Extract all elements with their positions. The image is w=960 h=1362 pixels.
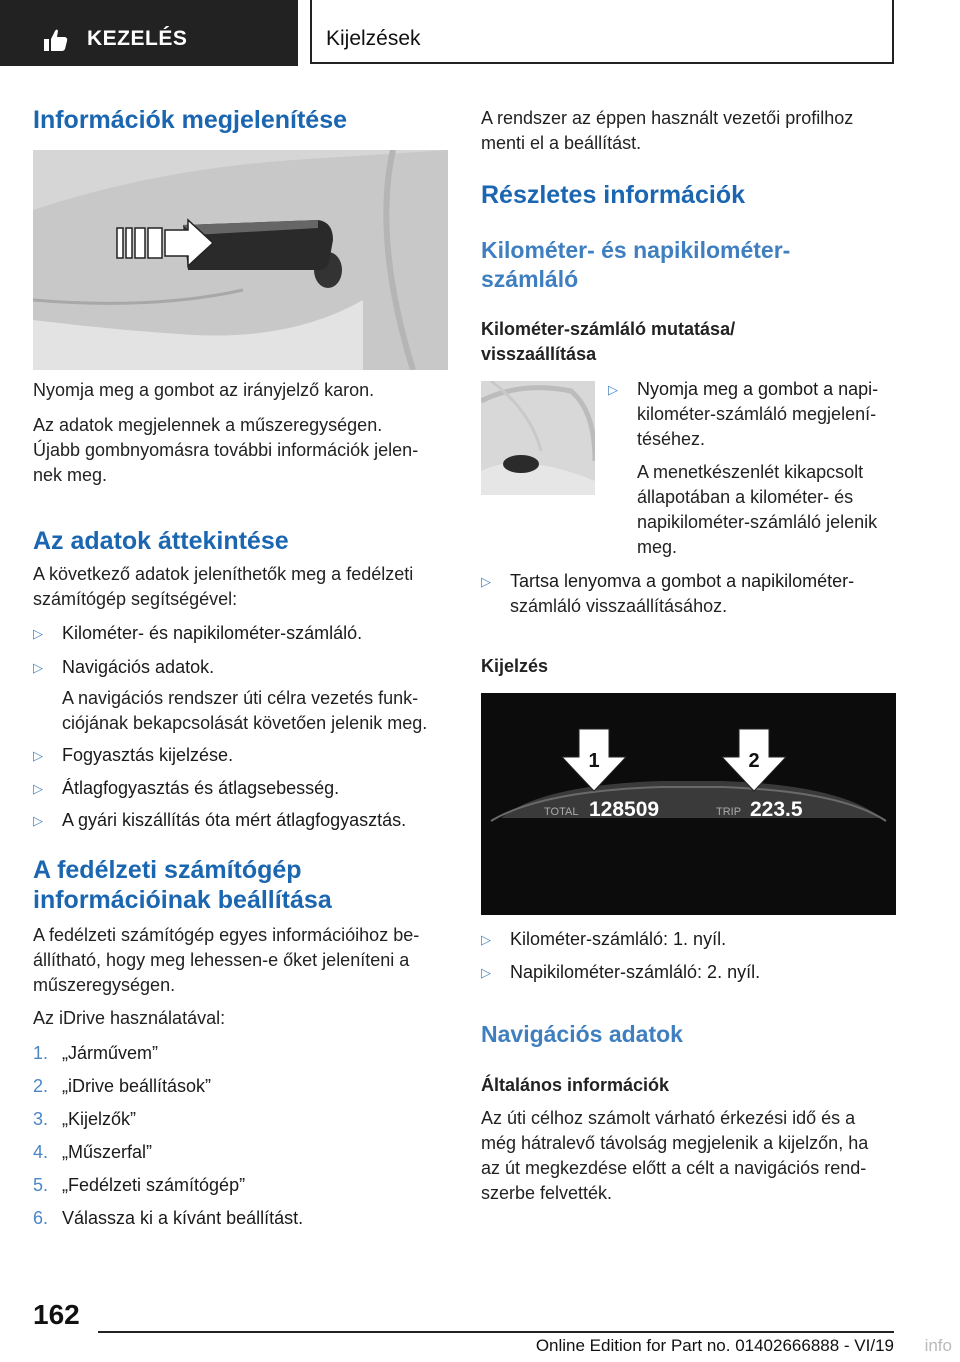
chapter-title: Kijelzések [326,27,421,50]
heading-show-reset: Kilométer-számláló mutatása/ [481,319,736,339]
para-settings-line: műszeregységen. [33,975,176,995]
triangle-bullet-icon: ▷ [33,748,43,763]
triangle-bullet-icon: ▷ [481,932,491,947]
list-item-text-cont: téséhez. [637,429,706,449]
heading-odometer-cont: számláló [481,266,579,292]
list-item-text: Átlagfogyasztás és átlagsebesség. [62,778,340,798]
triangle-bullet-icon: ▷ [33,781,43,796]
turn-signal-lever-image [33,150,448,370]
trip-label: TRIP [716,806,742,818]
watermark: info [924,1336,952,1355]
para-data-line: Az adatok megjelennek a műszeregységen. [33,415,383,435]
para-overview-line: számítógép segítségével: [33,589,238,609]
list-subtext: állapotában a kilométer- és [637,487,854,507]
step-text: „Fedélzeti számítógép” [62,1175,246,1195]
hand-pointer-icon [40,27,70,53]
list-item-text-cont: kilométer-számláló megjelení- [637,404,877,424]
triangle-bullet-icon: ▷ [608,382,618,397]
step-item [33,1107,448,1132]
list-item-text: Kilométer-számláló: 1. nyíl. [510,929,727,949]
para-data-line: nek meg. [33,465,108,485]
list-item [481,960,896,985]
list-item [33,776,448,801]
list-item [481,569,896,594]
para-intro-line: menti el a beállítást. [481,133,642,153]
list-item [33,808,448,833]
para-nav-line: szerbe felvették. [481,1183,613,1203]
triangle-bullet-icon: ▷ [33,626,43,641]
section-title: KEZELÉS [87,27,188,50]
list-item [481,927,896,952]
heading-info: Információk megjelenítése [33,106,348,134]
list-subtext: A navigációs rendszer úti célra vezetés funk- [62,688,419,708]
heading-settings: A fedélzeti számítógép [33,856,302,884]
list-item-text: Fogyasztás kijelzése. [62,745,234,765]
list-item-text: Tartsa lenyomva a gombot a napikilométer- [510,571,855,591]
step-number: 6. [33,1208,49,1228]
list-item [33,621,448,646]
step-text: „Kijelzők” [62,1109,137,1129]
list-subtext: A menetkészenlét kikapcsolt [637,462,864,482]
para-overview-line: A következő adatok jeleníthetők meg a fedélzeti [33,564,414,584]
list-item-text: Napikilométer-számláló: 2. nyíl. [510,962,761,982]
footer-rule [98,1331,894,1333]
heading-show-reset-cont: visszaállítása [481,344,597,364]
list-item-text: A gyári kiszállítás óta mért átlagfogyasztás. [62,810,407,830]
step-text: „Járművem” [62,1043,159,1063]
list-subtext: ciójának bekapcsolását követően jelenik meg. [62,713,428,733]
step-item [33,1173,448,1198]
para-nav-line: az út megkezdése előtt a célt a navigációs rend- [481,1158,867,1178]
triangle-bullet-icon: ▷ [481,574,491,589]
list-subtext: napikilométer-számláló jelenik [637,512,878,532]
step-item [33,1041,448,1066]
step-number: 4. [33,1142,49,1162]
step-item [33,1206,448,1231]
step-text: „Műszerfal” [62,1142,153,1162]
heading-details: Részletes információk [481,181,745,209]
triangle-bullet-icon: ▷ [33,660,43,675]
list-item-text: Navigációs adatok. [62,657,215,677]
para-data-line: Újabb gombnyomásra további információk jelen- [33,440,419,460]
heading-navigation: Navigációs adatok [481,1021,683,1047]
arrow-2-label: 2 [748,750,760,772]
step-text: Válassza ki a kívánt beállítást. [62,1208,304,1228]
list-item-text: Kilométer- és napikilométer-számláló. [62,623,363,643]
para-settings-line: állítható, hogy meg lehessen-e őket jeleníteni a [33,950,410,970]
list-item-text: Nyomja meg a gombot a napi- [637,379,879,399]
para-press-button: Nyomja meg a gombot az irányjelző karon. [33,380,375,400]
heading-display: Kijelzés [481,656,549,676]
triangle-bullet-icon: ▷ [33,813,43,828]
step-number: 5. [33,1175,49,1195]
step-text: „iDrive beállítások” [62,1076,212,1096]
edition-note: Online Edition for Part no. 01402666888 - VI/19 [535,1336,894,1355]
heading-overview: Az adatok áttekintése [33,527,289,555]
step-item [33,1140,448,1165]
list-subtext: meg. [637,537,678,557]
odometer-button-image [481,381,595,495]
chapter-tab [310,0,894,64]
step-item [33,1074,448,1099]
list-item-text-cont: számláló visszaállításához. [510,596,728,616]
heading-general: Általános információk [481,1075,670,1095]
para-nav-line: még hátralevő távolság megjelenik a kijelzőn, ha [481,1133,869,1153]
total-label: TOTAL [544,806,579,818]
list-item [33,743,448,768]
para-idrive: Az iDrive használatával: [33,1008,226,1028]
para-intro-line: A rendszer az éppen használt vezetői profilhoz [481,108,854,128]
step-number: 2. [33,1076,49,1096]
total-value: 128509 [589,798,660,821]
step-number: 3. [33,1109,49,1129]
heading-settings-cont: információinak beállítása [33,886,332,914]
step-number: 1. [33,1043,49,1063]
instrument-cluster-image [481,693,896,915]
list-item [608,377,898,402]
para-nav-line: Az úti célhoz számolt várható érkezési idő és a [481,1108,856,1128]
arrow-1-label: 1 [588,750,600,772]
triangle-bullet-icon: ▷ [481,965,491,980]
section-tab [0,0,298,66]
heading-odometer: Kilométer- és napikilométer- [481,237,791,263]
para-settings-line: A fedélzeti számítógép egyes információihoz be- [33,925,420,945]
trip-value: 223.5 [750,798,803,821]
page-number: 162 [33,1299,80,1330]
list-item [33,655,448,680]
